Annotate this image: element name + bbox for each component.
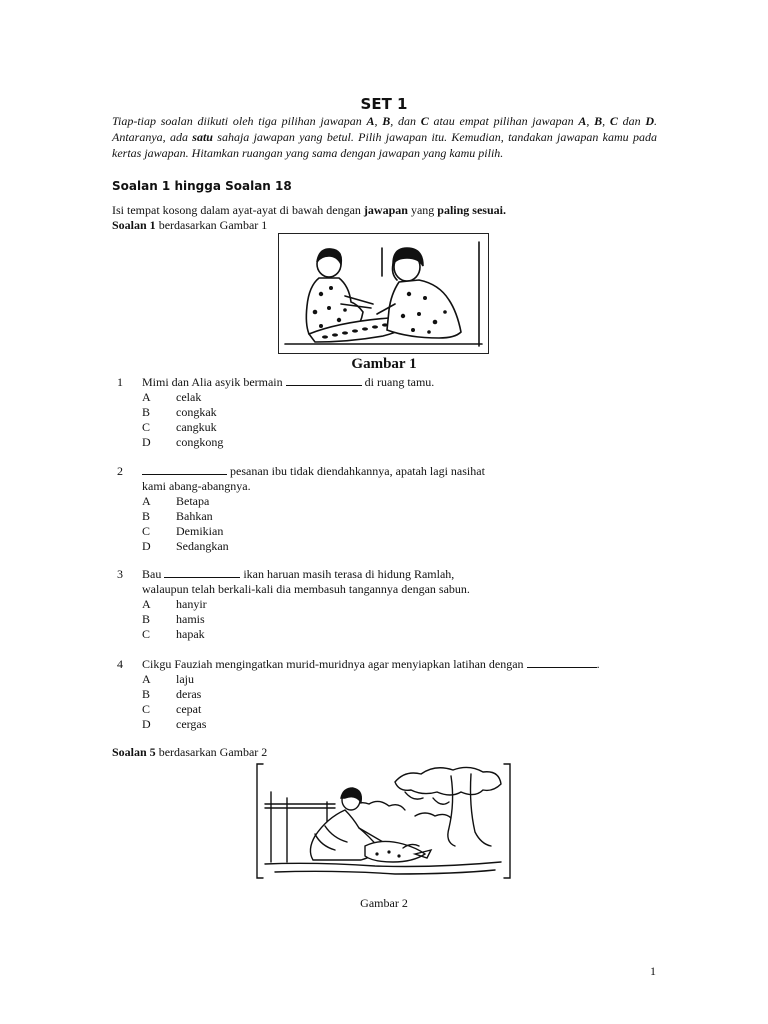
instructions-bold-run: C bbox=[420, 114, 429, 128]
option-b bbox=[142, 612, 205, 627]
instructions-bold-run: A bbox=[578, 114, 587, 128]
answer-blank bbox=[142, 464, 227, 475]
option-c bbox=[142, 627, 205, 642]
question-stem bbox=[142, 375, 434, 390]
stem-after-blank: . bbox=[596, 657, 600, 671]
answer-blank bbox=[527, 657, 597, 668]
option-a bbox=[142, 390, 201, 405]
stem-before-blank: Mimi dan Alia asyik bermain bbox=[142, 375, 286, 389]
option-letter: D bbox=[142, 717, 151, 731]
page-number: 1 bbox=[650, 964, 656, 978]
option-letter: B bbox=[142, 612, 151, 626]
option-d bbox=[142, 539, 229, 554]
stem-after-blank: di ruang tamu. bbox=[361, 375, 435, 389]
directive-bold-paling: paling sesuai. bbox=[437, 203, 506, 217]
q5-reference bbox=[112, 745, 267, 760]
directive-text: Isi tempat kosong dalam ayat-ayat di bawah dengan bbox=[112, 203, 364, 217]
directive-line bbox=[112, 203, 506, 218]
q5-reference-text: berdasarkan Gambar 2 bbox=[155, 745, 268, 759]
woman-cleaning-fish-drawing bbox=[255, 762, 512, 880]
option-letter: C bbox=[142, 524, 151, 538]
option-text: hanyir bbox=[176, 597, 207, 611]
instructions-bold-run: B bbox=[594, 114, 603, 128]
option-b bbox=[142, 687, 201, 702]
option-letter: B bbox=[142, 687, 151, 701]
stem-after-blank: pesanan ibu tidak diendahkannya, apatah lagi nasihat bbox=[227, 464, 485, 478]
question-stem-continued: walaupun telah berkali-kali dia membasuh tangannya dengan sabun. bbox=[142, 582, 470, 596]
question-number: 2 bbox=[117, 464, 123, 478]
figure-2-illustration bbox=[255, 762, 512, 880]
instructions-text-run: , dan bbox=[390, 114, 421, 128]
option-text: congkak bbox=[176, 405, 217, 419]
question-number: 4 bbox=[117, 657, 123, 671]
option-text: hapak bbox=[176, 627, 205, 641]
option-letter: D bbox=[142, 539, 151, 553]
answer-blank bbox=[286, 375, 362, 386]
question-number: 1 bbox=[117, 375, 123, 389]
q1-reference bbox=[112, 218, 267, 233]
option-letter: A bbox=[142, 494, 151, 508]
instructions-text-run: dan bbox=[617, 114, 646, 128]
two-girls-congkak-drawing bbox=[279, 234, 488, 353]
option-text: Demikian bbox=[176, 524, 224, 538]
option-text: hamis bbox=[176, 612, 205, 626]
question-stem bbox=[142, 567, 454, 582]
instructions-bold-run: D bbox=[645, 114, 655, 128]
option-text: cangkuk bbox=[176, 420, 217, 434]
option-letter: C bbox=[142, 627, 151, 641]
instructions-text-run: sahaja jawapan yang betul. Pilih jawapan itu. Kemudian, tandakan jawapan kamu pada kertas jawapan. Hitamkan ruangan yang sama dengan jawapan yang kamu pilih. bbox=[112, 130, 657, 160]
stem-before-blank: Bau bbox=[142, 567, 165, 581]
option-text: cepat bbox=[176, 702, 202, 716]
option-text: Betapa bbox=[176, 494, 210, 508]
option-letter: C bbox=[142, 420, 151, 434]
option-text: cergas bbox=[176, 717, 207, 731]
option-d bbox=[142, 717, 206, 732]
option-a bbox=[142, 672, 194, 687]
instructions-text-run: , bbox=[602, 114, 610, 128]
instructions-text-run: atau empat pilihan jawapan bbox=[428, 114, 579, 128]
q1-reference-bold: Soalan 1 bbox=[112, 218, 156, 232]
question-stem bbox=[142, 657, 600, 672]
option-letter: A bbox=[142, 390, 151, 404]
option-text: deras bbox=[176, 687, 202, 701]
option-c bbox=[142, 420, 217, 435]
option-d bbox=[142, 435, 223, 450]
instructions-paragraph bbox=[112, 113, 657, 161]
option-a bbox=[142, 494, 209, 509]
section-heading: Soalan 1 hingga Soalan 18 bbox=[112, 179, 292, 193]
option-text: celak bbox=[176, 390, 202, 404]
set-title: SET 1 bbox=[360, 95, 408, 113]
option-b bbox=[142, 405, 217, 420]
instructions-text-run: , bbox=[374, 114, 383, 128]
instructions-bold-run: C bbox=[609, 114, 618, 128]
option-c bbox=[142, 702, 201, 717]
directive-text-mid: yang bbox=[407, 203, 438, 217]
option-text: congkong bbox=[176, 435, 224, 449]
figure-1-illustration bbox=[278, 233, 489, 354]
instructions-bold-run: satu bbox=[192, 130, 213, 144]
instructions-text-run: , bbox=[586, 114, 595, 128]
option-a bbox=[142, 597, 207, 612]
instructions-bold-run: A bbox=[366, 114, 375, 128]
answer-blank bbox=[164, 567, 240, 578]
directive-bold-jawapan: jawapan bbox=[363, 203, 408, 217]
option-letter: A bbox=[142, 597, 151, 611]
instructions-text-run: . Antaranya, ada bbox=[112, 114, 658, 144]
option-letter: B bbox=[142, 405, 151, 419]
question-number: 3 bbox=[117, 567, 123, 581]
option-text: Sedangkan bbox=[176, 539, 229, 553]
instructions-bold-run: B bbox=[382, 114, 391, 128]
figure-2-caption: Gambar 2 bbox=[360, 896, 408, 910]
option-b bbox=[142, 509, 213, 524]
option-letter: D bbox=[142, 435, 151, 449]
question-stem bbox=[142, 464, 485, 479]
stem-after-blank: ikan haruan masih terasa di hidung Ramlah, bbox=[240, 567, 455, 581]
option-letter: C bbox=[142, 702, 151, 716]
q5-reference-bold: Soalan 5 bbox=[112, 745, 156, 759]
figure-1-caption: Gambar 1 bbox=[351, 356, 417, 372]
q1-reference-text: berdasarkan Gambar 1 bbox=[155, 218, 268, 232]
option-letter: A bbox=[142, 672, 151, 686]
option-text: laju bbox=[176, 672, 194, 686]
option-letter: B bbox=[142, 509, 151, 523]
option-text: Bahkan bbox=[176, 509, 213, 523]
instructions-text-run: Tiap-tiap soalan diikuti oleh tiga pilihan jawapan bbox=[112, 114, 367, 128]
stem-before-blank: Cikgu Fauziah mengingatkan murid-muridnya agar menyiapkan latihan dengan bbox=[142, 657, 527, 671]
question-stem-continued: kami abang-abangnya. bbox=[142, 479, 251, 493]
option-c bbox=[142, 524, 223, 539]
